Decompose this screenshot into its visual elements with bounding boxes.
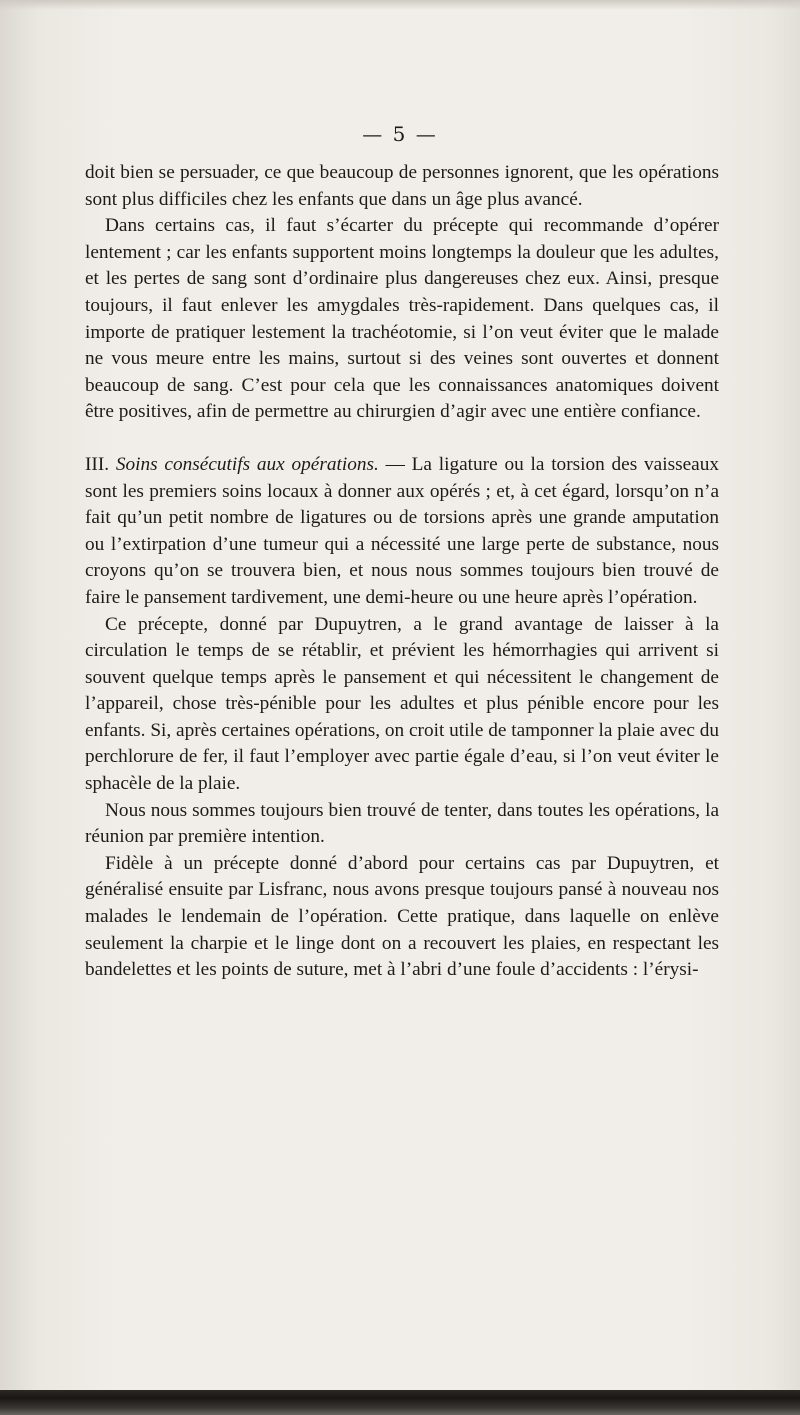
paragraph-3: Ce précepte, donné par Dupuytren, a le grand avantage de laisser à la circulation le temps de se rétablir, et prévient les hémorrhagies qui arrivent si souvent quelque temps après le pansement et qui nécessitent le changement de l’appareil, chose très-pénible pour les adultes et plus pénible encore pour les enfants. Si, après certaines opérations, on croit utile de tamponner la plaie avec du perchlorure de fer, il faut l’employer avec partie égale d’eau, si l’on veut éviter le sphacèle de la plaie. [85, 613, 719, 795]
page-top-edge [0, 0, 800, 10]
paragraph-4: Nous nous sommes toujours bien trouvé de tenter, dans toutes les opérations, la réunion par première intention. [85, 799, 719, 848]
section-number: III. [85, 453, 110, 475]
section-title: Soins consécutifs aux opérations. [115, 453, 379, 475]
paragraph-5: Fidèle à un précepte donné d’abord pour certains cas par Dupuytren, et généralisé ensuite par Lisfranc, nous avons presque toujours pansé à nouveau nos malades le lendemain de l’opération. Cette pratique, dans laquelle on enlève seulement la charpie et le linge dont on a recouvert les plaies, en respectant les bandelettes et les points de suture, met à l’abri d’une foule d’accidents : l’érysi- [85, 852, 719, 981]
page-bottom-edge [0, 1390, 800, 1415]
page-number: — 5 — [362, 122, 438, 146]
paragraph-2: Dans certains cas, il faut s’écarter du précepte qui recommande d’opérer lentement ; car les enfants supportent moins longtemps la douleur que les adultes, et les pertes de sang sont d’ordinaire plus dangereuses chez eux. Ainsi, presque toujours, il faut enlever les amygdales très-rapidement. Dans quelques cas, il importe de pratiquer lestement la trachéotomie, si l’on veut éviter que le malade ne vous meure entre les mains, surtout si des veines sont ouvertes et donnent beaucoup de sang. C’est pour cela que les connaissances anatomiques doivent être positives, afin de permettre au chirurgien d’agir avec une entière confiance. [85, 215, 719, 423]
body-text [85, 160, 719, 984]
paragraph-1: doit bien se persuader, ce que beaucoup de personnes ignorent, que les opérations sont plus difficiles chez les enfants que dans un âge plus avancé. [85, 162, 719, 210]
section-paragraph [85, 452, 719, 612]
section-lead-text: — La ligature ou la torsion des vaisseaux sont les premiers soins locaux à donner aux opérés ; et, à cet égard, lorsqu’on n’a fait qu’un petit nombre de ligatures ou de torsions après une grande amputation ou l’extirpation d’une tumeur qui a nécessité une large perte de substance, nous croyons qu’on se trouvera bien, et nous nous sommes toujours bien trouvé de faire le pansement tardivement, une demi-heure ou une heure après l’opération. [85, 453, 719, 608]
